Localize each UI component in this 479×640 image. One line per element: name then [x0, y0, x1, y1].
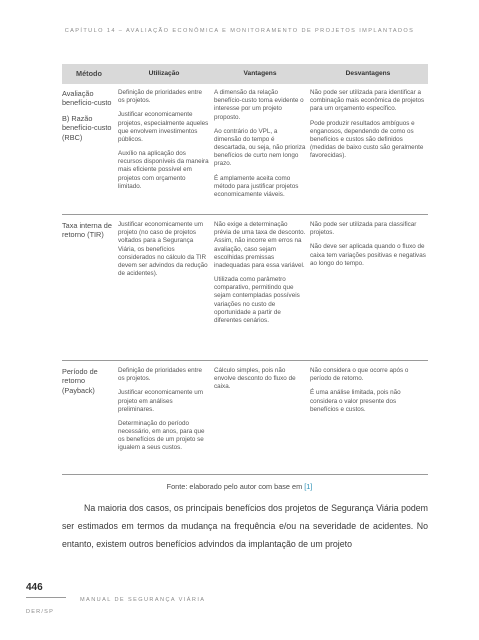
- header-advantages: Vantagens: [243, 69, 277, 77]
- disadvantages-cell: [308, 367, 428, 474]
- header-use: Utilização: [148, 69, 180, 77]
- disadvantages-cell: [308, 89, 428, 214]
- disadvantage-text: É uma análise limitada, pois não considera o valor presente dos benefícios e custos.: [310, 389, 401, 413]
- disadvantage-text: Não deve ser aplicada quando o fluxo de caixa tem variações positivas e negativas ao longo do tempo.: [310, 243, 426, 267]
- method-cell: [62, 367, 116, 474]
- use-text: Auxílio na aplicação dos recursos disponíveis da maneira mais eficiente possível em projetos com orçamento limitado.: [118, 150, 209, 190]
- method-cell: [62, 89, 116, 214]
- table-source: [0, 482, 479, 491]
- disadvantage-text: Não pode ser utilizada para identificar a combinação mais econômica de projetos para um orçamento específico.: [310, 89, 425, 113]
- table-row: [62, 84, 428, 215]
- advantage-text: Não exige a determinação prévia de uma taxa de desconto. Assim, não incorre em erros na avaliação, caso sejam escolhidas premissas inadequadas para essa variável.: [214, 221, 306, 269]
- advantage-text: Cálculo simples, pois não envolve desconto do fluxo de caixa.: [214, 367, 296, 391]
- method-cell: [62, 221, 116, 360]
- method-name: Período de retorno (Payback): [62, 367, 98, 395]
- advantages-cell: [212, 221, 308, 360]
- use-cell: [116, 89, 212, 214]
- footer-divider: [26, 597, 66, 598]
- advantage-text: É amplamente aceita como método para justificar projetos economicamente viáveis.: [214, 174, 299, 198]
- body-paragraph: [62, 499, 428, 553]
- advantage-text: Utilizada como parâmetro comparativo, permitindo que sejam contempladas possíveis variações no custo de oportunidade a partir de diferentes cenários.: [214, 276, 300, 324]
- advantages-cell: [212, 89, 308, 214]
- footer-book-title: MANUAL DE SEGURANÇA VIÁRIA: [80, 597, 206, 603]
- method-name: Avaliação benefício-custo: [62, 89, 112, 108]
- table-header-row: [62, 64, 428, 84]
- comparison-table: [62, 64, 428, 475]
- disadvantage-text: Não considera o que ocorre após o período de retorno.: [310, 367, 409, 383]
- use-text: Definição de prioridades entre os projetos.: [118, 89, 203, 105]
- table-row: [62, 361, 428, 475]
- use-text: Justificar economicamente um projeto (no caso de projetos voltados para a Segurança Viária, os benefícios considerados no cálculo da TIR devem ser advindos da redução de acidentes).: [118, 221, 208, 278]
- use-cell: [116, 221, 212, 360]
- use-cell: [116, 367, 212, 474]
- advantages-cell: [212, 367, 308, 474]
- disadvantage-text: Não pode ser utilizada para classificar projetos.: [310, 221, 417, 237]
- running-header: CAPÍTULO 14 – AVALIAÇÃO ECONÔMICA E MONITORAMENTO DE PROJETOS IMPLANTADOS: [64, 28, 415, 34]
- page-number: 446: [26, 582, 43, 593]
- use-text: Determinação do período necessário, em anos, para que os benefícios de um projeto se igualem a seus custos.: [118, 419, 205, 452]
- advantage-text: Ao contrário do VPL, a dimensão do tempo é descartada, ou seja, não prioriza benefícios de curto nem longo prazo.: [214, 127, 306, 168]
- reference-link[interactable]: [1]: [304, 482, 313, 491]
- use-text: Justificar economicamente projetos, especialmente aqueles que envolvem investimentos públicos.: [118, 111, 209, 143]
- header-method: Método: [76, 69, 102, 79]
- method-name: Taxa interna de retorno (TIR): [62, 221, 112, 240]
- source-text: Fonte: elaborado pelo autor com base em: [166, 482, 305, 491]
- paragraph-text: Na maioria dos casos, os principais benefícios dos projetos de Segurança Viária podem ser estimados em termos da mudança na frequência e/ou na severidade de acidentes. No entanto, existem outros benefícios advindos da implantação de um projeto: [62, 503, 428, 549]
- disadvantages-cell: [308, 221, 428, 360]
- method-name: B) Razão benefício-custo (RBC): [62, 113, 112, 142]
- footer-organization: DER/SP: [26, 609, 55, 615]
- disadvantage-text: Pode produzir resultados ambíguos e enganosos, dependendo de como os benefícios e custos são definidos (medidas de baixo custo são geralmente favorecidas).: [310, 119, 424, 160]
- table-row: [62, 215, 428, 361]
- advantage-text: A dimensão da relação benefício-custo torna evidente o interesse por um projeto proposto.: [214, 89, 304, 121]
- use-text: Definição de prioridades entre os projetos.: [118, 367, 203, 383]
- header-disadvantages: Desvantagens: [345, 69, 391, 77]
- use-text: Justificar economicamente um projeto em análises preliminares.: [118, 389, 204, 413]
